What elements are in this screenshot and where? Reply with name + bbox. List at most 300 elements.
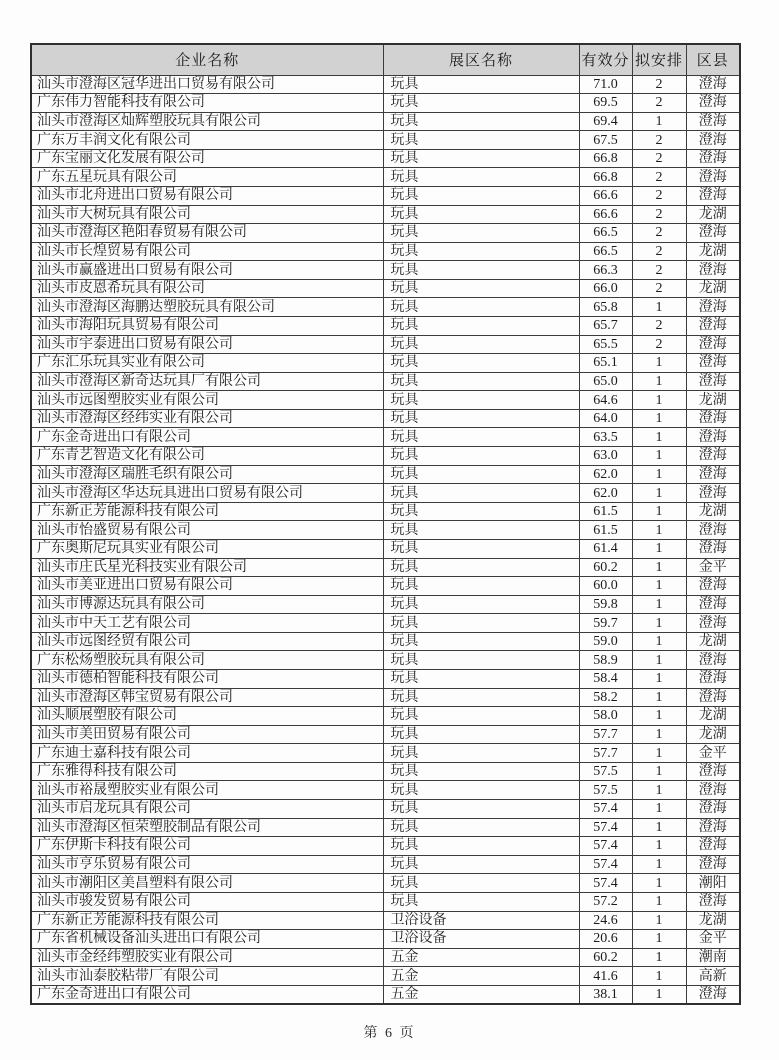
planned-arrangement-cell: 2 (632, 75, 686, 94)
valid-score-cell: 62.0 (579, 465, 632, 484)
company-name-cell: 广东金奇进出口有限公司 (31, 428, 383, 447)
company-name-cell: 广东松炀塑胶玩具有限公司 (31, 651, 383, 670)
zone-name-cell: 五金 (383, 967, 579, 986)
company-name-cell: 广东汇乐玩具实业有限公司 (31, 354, 383, 373)
district-cell: 澄海 (686, 409, 740, 428)
valid-score-cell: 64.0 (579, 409, 632, 428)
table-row (31, 651, 740, 670)
district-cell: 龙湖 (686, 242, 740, 261)
valid-score-cell: 66.6 (579, 186, 632, 205)
zone-name-cell: 玩具 (383, 354, 579, 373)
planned-arrangement-cell: 1 (632, 428, 686, 447)
district-cell: 金平 (686, 930, 740, 949)
valid-score-cell: 60.2 (579, 558, 632, 577)
planned-arrangement-cell: 1 (632, 502, 686, 521)
valid-score-cell: 66.0 (579, 279, 632, 298)
table-row (31, 75, 740, 94)
district-cell: 龙湖 (686, 391, 740, 410)
company-name-cell: 汕头市澄海区新奇达玩具厂有限公司 (31, 372, 383, 391)
district-cell: 澄海 (686, 168, 740, 187)
district-cell: 龙湖 (686, 205, 740, 224)
planned-arrangement-cell: 2 (632, 205, 686, 224)
district-cell: 澄海 (686, 781, 740, 800)
table-row (31, 298, 740, 317)
planned-arrangement-cell: 2 (632, 149, 686, 168)
company-name-cell: 汕头市博源达玩具有限公司 (31, 595, 383, 614)
zone-name-cell: 玩具 (383, 502, 579, 521)
zone-name-cell: 玩具 (383, 614, 579, 633)
district-cell: 澄海 (686, 614, 740, 633)
valid-score-cell: 65.5 (579, 335, 632, 354)
table-body (31, 75, 740, 1004)
valid-score-cell: 64.6 (579, 391, 632, 410)
district-cell: 金平 (686, 558, 740, 577)
company-name-cell: 广东伟力智能科技有限公司 (31, 94, 383, 113)
table-row (31, 800, 740, 819)
planned-arrangement-cell: 1 (632, 670, 686, 689)
company-name-cell: 汕头市澄海区艳阳春贸易有限公司 (31, 224, 383, 243)
valid-score-cell: 57.7 (579, 725, 632, 744)
planned-arrangement-cell: 1 (632, 874, 686, 893)
district-cell: 澄海 (686, 75, 740, 94)
district-cell: 澄海 (686, 372, 740, 391)
valid-score-cell: 65.7 (579, 317, 632, 336)
district-cell: 高新 (686, 967, 740, 986)
table-row (31, 577, 740, 596)
district-cell: 龙湖 (686, 279, 740, 298)
table-row (31, 186, 740, 205)
zone-name-cell: 玩具 (383, 242, 579, 261)
valid-score-cell: 66.8 (579, 149, 632, 168)
planned-arrangement-cell: 1 (632, 930, 686, 949)
zone-name-cell: 玩具 (383, 577, 579, 596)
planned-arrangement-cell: 2 (632, 317, 686, 336)
district-cell: 澄海 (686, 985, 740, 1004)
column-header-district: 区县 (686, 44, 740, 75)
planned-arrangement-cell: 1 (632, 521, 686, 540)
zone-name-cell: 玩具 (383, 818, 579, 837)
planned-arrangement-cell: 1 (632, 558, 686, 577)
zone-name-cell: 玩具 (383, 428, 579, 447)
valid-score-cell: 57.5 (579, 762, 632, 781)
planned-arrangement-cell: 2 (632, 131, 686, 150)
company-name-cell: 广东金奇进出口有限公司 (31, 985, 383, 1004)
planned-arrangement-cell: 2 (632, 335, 686, 354)
table-row (31, 855, 740, 874)
zone-name-cell: 玩具 (383, 651, 579, 670)
company-name-cell: 汕头市宇泰进出口贸易有限公司 (31, 335, 383, 354)
valid-score-cell: 58.9 (579, 651, 632, 670)
zone-name-cell: 玩具 (383, 781, 579, 800)
planned-arrangement-cell: 2 (632, 94, 686, 113)
valid-score-cell: 65.0 (579, 372, 632, 391)
company-name-cell: 广东五星玩具有限公司 (31, 168, 383, 187)
zone-name-cell: 玩具 (383, 670, 579, 689)
table-header-row (31, 44, 740, 75)
planned-arrangement-cell: 1 (632, 614, 686, 633)
district-cell: 澄海 (686, 131, 740, 150)
valid-score-cell: 66.3 (579, 261, 632, 280)
district-cell: 龙湖 (686, 707, 740, 726)
table-row (31, 632, 740, 651)
planned-arrangement-cell: 2 (632, 168, 686, 187)
company-name-cell: 广东雅得科技有限公司 (31, 762, 383, 781)
zone-name-cell: 玩具 (383, 131, 579, 150)
planned-arrangement-cell: 1 (632, 707, 686, 726)
table-row (31, 484, 740, 503)
planned-arrangement-cell: 1 (632, 651, 686, 670)
district-cell: 龙湖 (686, 725, 740, 744)
zone-name-cell: 玩具 (383, 168, 579, 187)
table-row (31, 279, 740, 298)
valid-score-cell: 63.0 (579, 447, 632, 466)
district-cell: 澄海 (686, 688, 740, 707)
valid-score-cell: 71.0 (579, 75, 632, 94)
company-name-cell: 汕头市澄海区瑞胜毛织有限公司 (31, 465, 383, 484)
district-cell: 澄海 (686, 149, 740, 168)
table-row (31, 874, 740, 893)
company-name-cell: 汕头市汕泰胶粘带厂有限公司 (31, 967, 383, 986)
valid-score-cell: 66.8 (579, 168, 632, 187)
district-cell: 澄海 (686, 837, 740, 856)
district-cell: 澄海 (686, 651, 740, 670)
valid-score-cell: 63.5 (579, 428, 632, 447)
planned-arrangement-cell: 1 (632, 112, 686, 131)
valid-score-cell: 60.0 (579, 577, 632, 596)
table-row (31, 261, 740, 280)
planned-arrangement-cell: 1 (632, 688, 686, 707)
table-row (31, 502, 740, 521)
company-name-cell: 广东宝丽文化发展有限公司 (31, 149, 383, 168)
planned-arrangement-cell: 1 (632, 484, 686, 503)
company-name-cell: 汕头市启龙玩具有限公司 (31, 800, 383, 819)
company-name-cell: 广东新正芳能源科技有限公司 (31, 911, 383, 930)
valid-score-cell: 61.5 (579, 502, 632, 521)
zone-name-cell: 玩具 (383, 707, 579, 726)
zone-name-cell: 卫浴设备 (383, 930, 579, 949)
company-name-cell: 汕头市澄海区灿辉塑胶玩具有限公司 (31, 112, 383, 131)
valid-score-cell: 66.5 (579, 224, 632, 243)
valid-score-cell: 69.5 (579, 94, 632, 113)
zone-name-cell: 玩具 (383, 688, 579, 707)
company-name-cell: 汕头市澄海区恒荣塑胶制品有限公司 (31, 818, 383, 837)
zone-name-cell: 玩具 (383, 112, 579, 131)
district-cell: 澄海 (686, 112, 740, 131)
company-name-cell: 广东迪士嘉科技有限公司 (31, 744, 383, 763)
zone-name-cell: 玩具 (383, 744, 579, 763)
zone-name-cell: 玩具 (383, 521, 579, 540)
zone-name-cell: 玩具 (383, 874, 579, 893)
table-row (31, 744, 740, 763)
column-header-company-name: 企业名称 (31, 44, 383, 75)
valid-score-cell: 61.4 (579, 539, 632, 558)
company-name-cell: 汕头市美亚进出口贸易有限公司 (31, 577, 383, 596)
table-row (31, 521, 740, 540)
zone-name-cell: 玩具 (383, 409, 579, 428)
valid-score-cell: 24.6 (579, 911, 632, 930)
table-row (31, 595, 740, 614)
valid-score-cell: 38.1 (579, 985, 632, 1004)
zone-name-cell: 玩具 (383, 539, 579, 558)
planned-arrangement-cell: 1 (632, 818, 686, 837)
zone-name-cell: 玩具 (383, 279, 579, 298)
zone-name-cell: 玩具 (383, 317, 579, 336)
district-cell: 澄海 (686, 892, 740, 911)
table-row (31, 911, 740, 930)
planned-arrangement-cell: 1 (632, 298, 686, 317)
company-name-cell: 汕头市澄海区韩宝贸易有限公司 (31, 688, 383, 707)
district-cell: 澄海 (686, 800, 740, 819)
column-header-valid-score: 有效分 (579, 44, 632, 75)
company-name-cell: 汕头市庄氏星光科技实业有限公司 (31, 558, 383, 577)
valid-score-cell: 57.5 (579, 781, 632, 800)
district-cell: 澄海 (686, 577, 740, 596)
valid-score-cell: 67.5 (579, 131, 632, 150)
company-name-cell: 汕头市裕晟塑胶实业有限公司 (31, 781, 383, 800)
district-cell: 澄海 (686, 335, 740, 354)
company-name-cell: 汕头市皮恩希玩具有限公司 (31, 279, 383, 298)
company-name-cell: 汕头市澄海区经纬实业有限公司 (31, 409, 383, 428)
planned-arrangement-cell: 1 (632, 985, 686, 1004)
table-row (31, 447, 740, 466)
district-cell: 澄海 (686, 94, 740, 113)
planned-arrangement-cell: 2 (632, 279, 686, 298)
district-cell: 澄海 (686, 595, 740, 614)
table-row (31, 948, 740, 967)
zone-name-cell: 玩具 (383, 558, 579, 577)
zone-name-cell: 玩具 (383, 465, 579, 484)
table-row (31, 930, 740, 949)
table-row (31, 205, 740, 224)
district-cell: 澄海 (686, 354, 740, 373)
district-cell: 澄海 (686, 855, 740, 874)
valid-score-cell: 61.5 (579, 521, 632, 540)
zone-name-cell: 玩具 (383, 447, 579, 466)
company-name-cell: 汕头市澄海区华达玩具进出口贸易有限公司 (31, 484, 383, 503)
valid-score-cell: 57.4 (579, 874, 632, 893)
company-name-cell: 汕头市澄海区冠华进出口贸易有限公司 (31, 75, 383, 94)
planned-arrangement-cell: 1 (632, 837, 686, 856)
zone-name-cell: 玩具 (383, 632, 579, 651)
company-name-cell: 汕头市澄海区海鹏达塑胶玩具有限公司 (31, 298, 383, 317)
planned-arrangement-cell: 2 (632, 261, 686, 280)
company-name-cell: 汕头市德柏智能科技有限公司 (31, 670, 383, 689)
zone-name-cell: 五金 (383, 948, 579, 967)
zone-name-cell: 玩具 (383, 855, 579, 874)
district-cell: 龙湖 (686, 632, 740, 651)
planned-arrangement-cell: 2 (632, 186, 686, 205)
valid-score-cell: 66.5 (579, 242, 632, 261)
zone-name-cell: 玩具 (383, 94, 579, 113)
planned-arrangement-cell: 1 (632, 967, 686, 986)
valid-score-cell: 20.6 (579, 930, 632, 949)
table-row (31, 762, 740, 781)
planned-arrangement-cell: 1 (632, 781, 686, 800)
district-cell: 澄海 (686, 298, 740, 317)
table-row (31, 131, 740, 150)
company-name-cell: 汕头顺展塑胶有限公司 (31, 707, 383, 726)
company-name-cell: 汕头市骏发贸易有限公司 (31, 892, 383, 911)
planned-arrangement-cell: 1 (632, 447, 686, 466)
table-row (31, 539, 740, 558)
company-name-cell: 汕头市北舟进出口贸易有限公司 (31, 186, 383, 205)
zone-name-cell: 玩具 (383, 205, 579, 224)
table-row (31, 149, 740, 168)
zone-name-cell: 玩具 (383, 725, 579, 744)
planned-arrangement-cell: 1 (632, 892, 686, 911)
planned-arrangement-cell: 1 (632, 372, 686, 391)
valid-score-cell: 57.4 (579, 800, 632, 819)
planned-arrangement-cell: 1 (632, 539, 686, 558)
company-name-cell: 广东青艺智造文化有限公司 (31, 447, 383, 466)
table-row (31, 967, 740, 986)
company-name-cell: 汕头市远图经贸有限公司 (31, 632, 383, 651)
table-row (31, 242, 740, 261)
table-row (31, 670, 740, 689)
planned-arrangement-cell: 1 (632, 911, 686, 930)
valid-score-cell: 59.8 (579, 595, 632, 614)
valid-score-cell: 62.0 (579, 484, 632, 503)
valid-score-cell: 57.4 (579, 837, 632, 856)
planned-arrangement-cell: 1 (632, 762, 686, 781)
table-row (31, 428, 740, 447)
district-cell: 澄海 (686, 762, 740, 781)
company-name-cell: 广东万丰润文化有限公司 (31, 131, 383, 150)
planned-arrangement-cell: 1 (632, 855, 686, 874)
table-row (31, 725, 740, 744)
valid-score-cell: 58.4 (579, 670, 632, 689)
table-row (31, 614, 740, 633)
zone-name-cell: 玩具 (383, 149, 579, 168)
valid-score-cell: 57.7 (579, 744, 632, 763)
table-row (31, 837, 740, 856)
district-cell: 澄海 (686, 428, 740, 447)
zone-name-cell: 卫浴设备 (383, 911, 579, 930)
district-cell: 金平 (686, 744, 740, 763)
table-row (31, 818, 740, 837)
zone-name-cell: 玩具 (383, 186, 579, 205)
district-cell: 澄海 (686, 224, 740, 243)
page-number: 第 6 页 (363, 1026, 416, 1041)
district-cell: 潮阳 (686, 874, 740, 893)
valid-score-cell: 59.7 (579, 614, 632, 633)
table-row (31, 354, 740, 373)
column-header-planned-arrangement: 拟安排 (632, 44, 686, 75)
planned-arrangement-cell: 1 (632, 465, 686, 484)
table-row (31, 391, 740, 410)
company-name-cell: 汕头市潮阳区美昌塑料有限公司 (31, 874, 383, 893)
planned-arrangement-cell: 1 (632, 948, 686, 967)
company-name-cell: 汕头市远图塑胶实业有限公司 (31, 391, 383, 410)
company-name-cell: 汕头市中天工艺有限公司 (31, 614, 383, 633)
district-cell: 龙湖 (686, 911, 740, 930)
planned-arrangement-cell: 1 (632, 725, 686, 744)
zone-name-cell: 玩具 (383, 261, 579, 280)
table-row (31, 224, 740, 243)
company-name-cell: 汕头市海阳玩具贸易有限公司 (31, 317, 383, 336)
zone-name-cell: 玩具 (383, 224, 579, 243)
valid-score-cell: 57.2 (579, 892, 632, 911)
company-name-cell: 广东新正芳能源科技有限公司 (31, 502, 383, 521)
district-cell: 澄海 (686, 818, 740, 837)
table-row (31, 781, 740, 800)
planned-arrangement-cell: 1 (632, 391, 686, 410)
company-name-cell: 汕头市金经纬塑胶实业有限公司 (31, 948, 383, 967)
zone-name-cell: 玩具 (383, 762, 579, 781)
table-row (31, 94, 740, 113)
zone-name-cell: 玩具 (383, 372, 579, 391)
district-cell: 澄海 (686, 539, 740, 558)
planned-arrangement-cell: 1 (632, 577, 686, 596)
district-cell: 澄海 (686, 186, 740, 205)
valid-score-cell: 66.6 (579, 205, 632, 224)
table-row (31, 317, 740, 336)
valid-score-cell: 57.4 (579, 855, 632, 874)
table-row (31, 707, 740, 726)
valid-score-cell: 69.4 (579, 112, 632, 131)
column-header-zone-name: 展区名称 (383, 44, 579, 75)
zone-name-cell: 玩具 (383, 335, 579, 354)
company-name-cell: 广东奥斯尼玩具实业有限公司 (31, 539, 383, 558)
zone-name-cell: 玩具 (383, 595, 579, 614)
district-cell: 澄海 (686, 317, 740, 336)
company-name-cell: 汕头市美田贸易有限公司 (31, 725, 383, 744)
planned-arrangement-cell: 2 (632, 224, 686, 243)
planned-arrangement-cell: 1 (632, 595, 686, 614)
table-row (31, 985, 740, 1004)
table-row (31, 892, 740, 911)
valid-score-cell: 58.2 (579, 688, 632, 707)
planned-arrangement-cell: 1 (632, 800, 686, 819)
district-cell: 澄海 (686, 261, 740, 280)
table-row (31, 465, 740, 484)
planned-arrangement-cell: 2 (632, 242, 686, 261)
zone-name-cell: 玩具 (383, 800, 579, 819)
table-row (31, 372, 740, 391)
zone-name-cell: 玩具 (383, 75, 579, 94)
company-name-cell: 汕头市赢盛进出口贸易有限公司 (31, 261, 383, 280)
table-row (31, 335, 740, 354)
district-cell: 澄海 (686, 465, 740, 484)
valid-score-cell: 57.4 (579, 818, 632, 837)
planned-arrangement-cell: 1 (632, 744, 686, 763)
table-row (31, 409, 740, 428)
planned-arrangement-cell: 1 (632, 409, 686, 428)
table-row (31, 688, 740, 707)
valid-score-cell: 59.0 (579, 632, 632, 651)
zone-name-cell: 玩具 (383, 892, 579, 911)
company-name-cell: 汕头市大树玩具有限公司 (31, 205, 383, 224)
district-cell: 龙湖 (686, 502, 740, 521)
planned-arrangement-cell: 1 (632, 354, 686, 373)
planned-arrangement-cell: 1 (632, 632, 686, 651)
valid-score-cell: 58.0 (579, 707, 632, 726)
table-row (31, 112, 740, 131)
district-cell: 潮南 (686, 948, 740, 967)
district-cell: 澄海 (686, 484, 740, 503)
company-ranking-table (30, 43, 741, 1005)
district-cell: 澄海 (686, 521, 740, 540)
valid-score-cell: 41.6 (579, 967, 632, 986)
zone-name-cell: 玩具 (383, 298, 579, 317)
valid-score-cell: 60.2 (579, 948, 632, 967)
zone-name-cell: 玩具 (383, 484, 579, 503)
table-row (31, 558, 740, 577)
table-row (31, 168, 740, 187)
company-name-cell: 汕头市亨乐贸易有限公司 (31, 855, 383, 874)
company-name-cell: 汕头市长煌贸易有限公司 (31, 242, 383, 261)
zone-name-cell: 玩具 (383, 391, 579, 410)
